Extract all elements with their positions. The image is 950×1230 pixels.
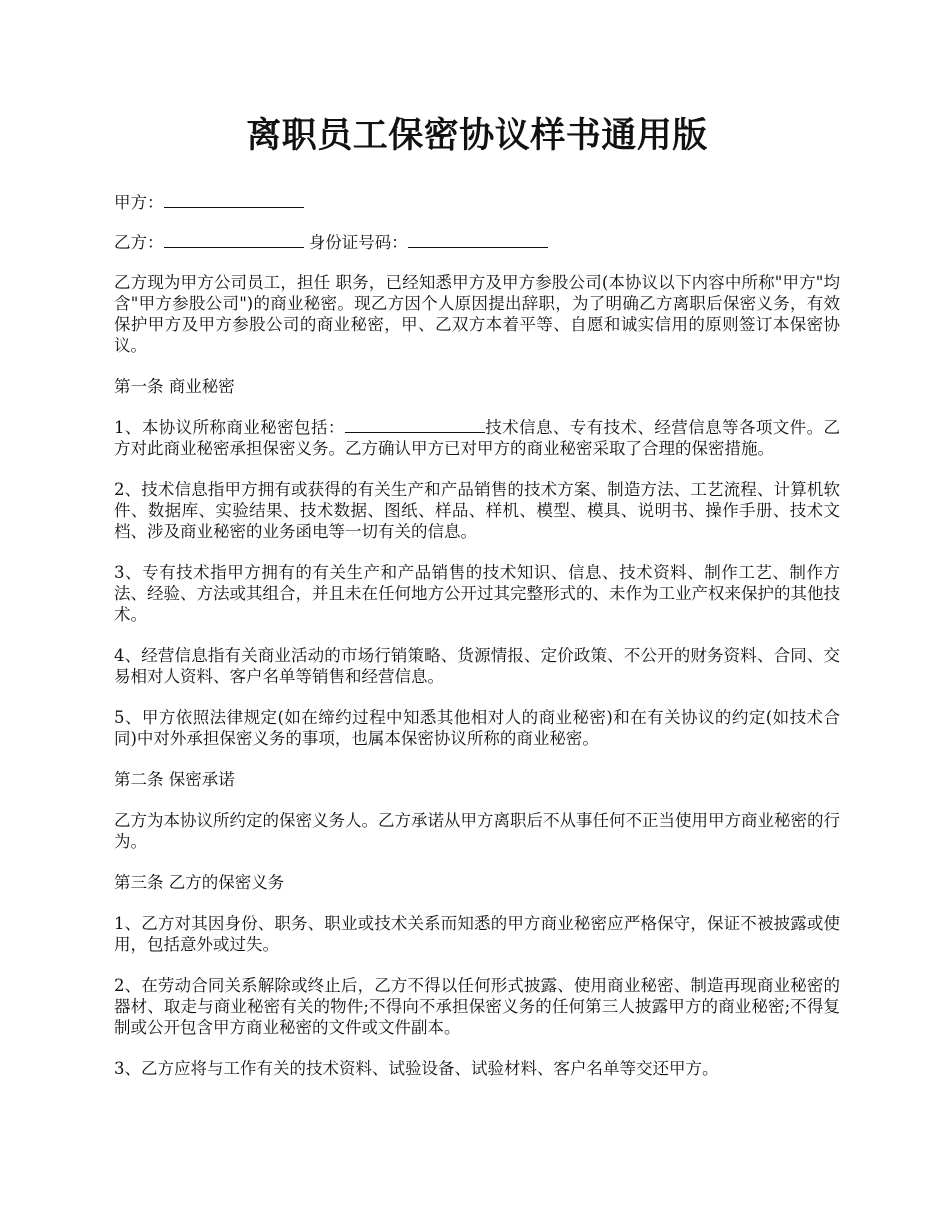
party-b-blank <box>164 232 304 248</box>
clause-1-text-after: 技术信息、专有技术、经营信息等各项文件。乙方对此商业秘密承担保密义务。乙方确认甲方已对甲方的商业秘密采取了合理的保密措施。 <box>114 418 841 458</box>
article-1-clause-3: 3、专有技术指甲方拥有的有关生产和产品销售的技术知识、信息、技术资料、制作工艺、制作方法、经验、方法或其组合，并且未在任何地方公开过其完整形式的、未作为工业产权来保护的其他技术。 <box>114 563 840 624</box>
article-1-clause-2: 2、技术信息指甲方拥有或获得的有关生产和产品销售的技术方案、制造方法、工艺流程、计算机软件、数据库、实验结果、技术数据、图纸、样品、样机、模型、模具、说明书、操作手册、技术文档、涉及商业秘密的业务函电等一切有关的信息。 <box>114 480 840 541</box>
document-title: 离职员工保密协议样书通用版 <box>246 115 708 156</box>
party-a-line <box>114 192 840 213</box>
id-number-blank <box>408 232 548 248</box>
party-b-line <box>114 232 840 253</box>
article-3-clause-3: 3、乙方应将与工作有关的技术资料、试验设备、试验材料、客户名单等交还甲方。 <box>114 1059 719 1078</box>
article-3-clause-2: 2、在劳动合同关系解除或终止后，乙方不得以任何形式披露、使用商业秘密、制造再现商业秘密的器材、取走与商业秘密有关的物件;不得向不承担保密义务的任何第三人披露甲方的商业秘密;不得复制或公开包含甲方商业秘密的文件或文件副本。 <box>114 976 840 1037</box>
party-a-label: 甲方： <box>114 193 164 212</box>
clause-1-text-before: 1、本协议所称商业秘密包括： <box>114 418 345 437</box>
party-a-blank <box>164 192 304 208</box>
article-3-clause-1: 1、乙方对其因身份、职务、职业或技术关系而知悉的甲方商业秘密应严格保守，保证不被披露或使用，包括意外或过失。 <box>114 914 840 954</box>
document-page <box>114 108 840 1099</box>
party-b-label: 乙方： <box>114 233 164 252</box>
trade-secret-blank <box>345 417 485 433</box>
article-1-clause-1 <box>114 417 840 459</box>
article-1-clause-5: 5、甲方依照法律规定(如在缔约过程中知悉其他相对人的商业秘密)和在有关协议的约定(如技术合同)中对外承担保密义务的事项，也属本保密协议所称的商业秘密。 <box>114 708 840 748</box>
article-2-heading: 第二条 保密承诺 <box>114 770 235 789</box>
article-1-clause-4: 4、经营信息指有关商业活动的市场行销策略、货源情报、定价政策、不公开的财务资料、合同、交易相对人资料、客户名单等销售和经营信息。 <box>114 646 840 686</box>
article-2-paragraph: 乙方为本协议所约定的保密义务人。乙方承诺从甲方离职后不从事任何不正当使用甲方商业秘密的行为。 <box>114 811 840 851</box>
intro-paragraph: 乙方现为甲方公司员工，担任 职务，已经知悉甲方及甲方参股公司(本协议以下内容中所称"甲方"均含"甲方参股公司")的商业秘密。现乙方因个人原因提出辞职，为了明确乙方离职后保密义务，有效保护甲方及甲方参股公司的商业秘密，甲、乙双方本着平等、自愿和诚实信用的原则签订本保密协议。 <box>114 273 840 355</box>
article-1-heading: 第一条 商业秘密 <box>114 377 235 396</box>
id-number-label: 身份证号码： <box>303 233 408 252</box>
article-3-heading: 第三条 乙方的保密义务 <box>114 873 285 892</box>
